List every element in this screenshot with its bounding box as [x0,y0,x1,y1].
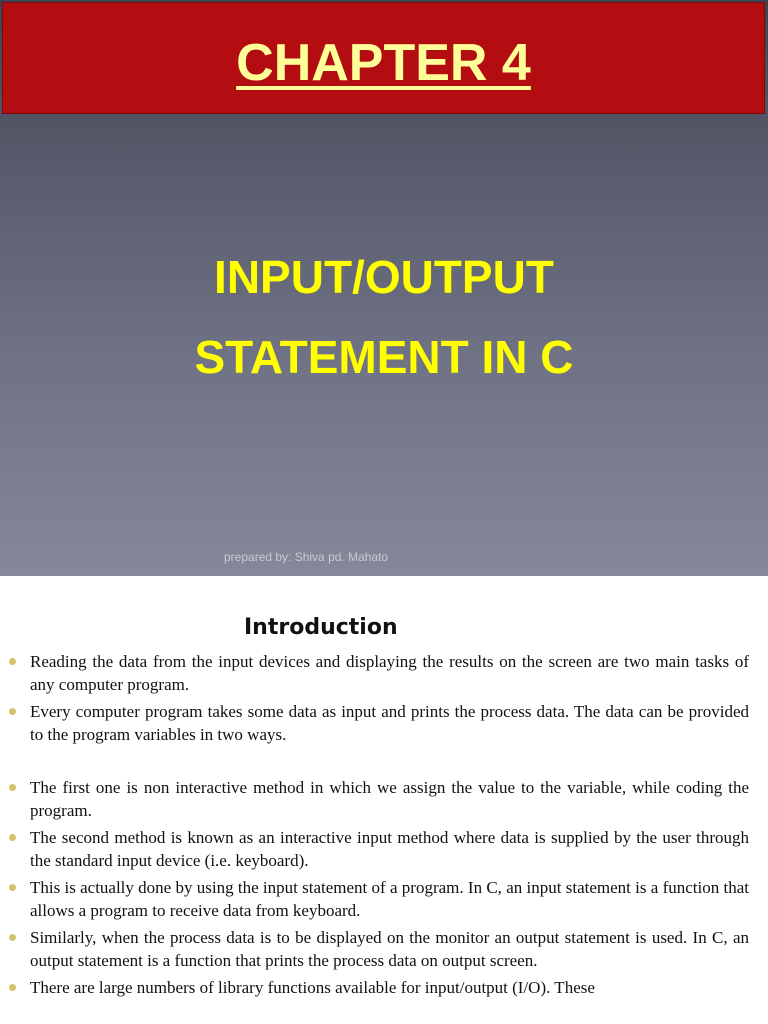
list-item [0,976,768,999]
list-item [0,826,768,872]
chapter-title [3,33,764,93]
list-item [0,876,768,922]
prepared-by-text: prepared by: Shiva pd. Mahato [224,550,389,564]
bullet-dot-icon [9,658,16,665]
bullet-text: The first one is non interactive method in which we assign the value to the variable, while coding the program. [30,778,749,820]
bullet-dot-icon [9,984,16,991]
bullet-dot-icon [9,934,16,941]
slide-title-line-1: INPUT/OUTPUT [214,251,554,303]
list-item [0,700,768,746]
introduction-heading: Introduction [244,615,398,640]
bullet-text: Similarly, when the process data is to be displayed on the monitor an output statement is used. In C, an output statement is a function that prints the process data on output screen. [30,928,749,970]
bullet-list [0,650,768,999]
bullet-dot-icon [9,708,16,715]
bullet-text: This is actually done by using the input statement of a program. In C, an input statement is a function that allows a program to receive data from keyboard. [30,878,749,920]
bullet-text: Every computer program takes some data as input and prints the process data. The data can be provided to the program variables in two ways. [30,702,749,744]
list-item [0,926,768,972]
list-item [0,776,768,822]
bullet-text: The second method is known as an interactive input method where data is supplied by the user through the standard input device (i.e. keyboard). [30,828,749,870]
bullet-text: There are large numbers of library functions available for input/output (I/O). These [30,978,595,997]
list-item [0,650,768,696]
slide-title-line-2: STATEMENT IN C [194,331,574,383]
chapter-title-text: CHAPTER 4 [236,34,531,92]
bullet-dot-icon [9,784,16,791]
introduction-slide [0,576,768,1024]
bullet-dot-icon [9,884,16,891]
bullet-dot-icon [9,834,16,841]
chapter-banner [2,2,765,114]
bullet-text: Reading the data from the input devices and displaying the results on the screen are two main tasks of any computer program. [30,652,749,694]
